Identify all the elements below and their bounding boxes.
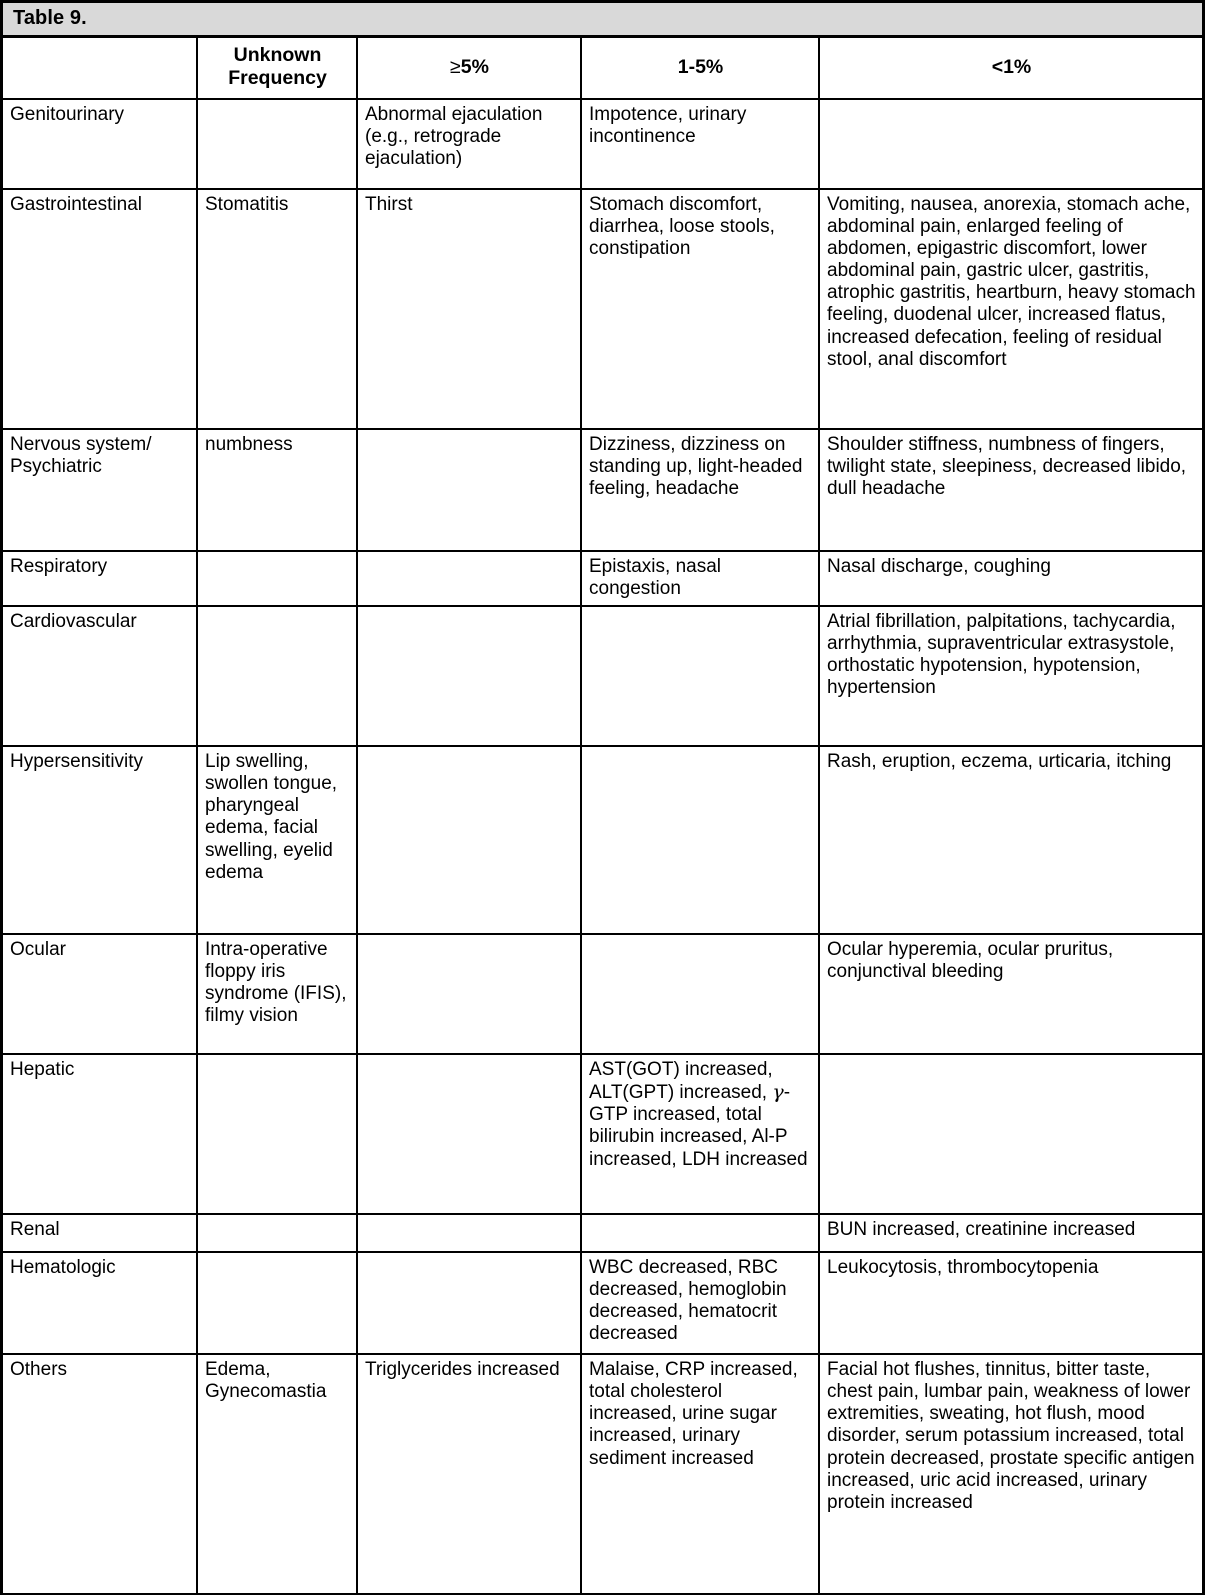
header-cell-ge-5-percent <box>357 38 581 99</box>
cell-one_to_five <box>581 1214 819 1252</box>
header-cell-1-to-5-percent: 1-5% <box>581 38 819 99</box>
cell-one_to_five <box>581 1252 819 1354</box>
table-row <box>3 1252 1202 1354</box>
cell-text: Triglycerides increased <box>365 1359 560 1381</box>
cell-text: Malaise, CRP increased, total cholesterol increased, urine sugar increased, urinary sediment increased <box>589 1359 804 1469</box>
table-row <box>3 1354 1202 1594</box>
cell-ge5 <box>357 934 581 1054</box>
cell-one_to_five <box>581 99 819 189</box>
cell-ge5 <box>357 1252 581 1354</box>
cell-unknown <box>197 189 357 429</box>
cell-text: Lip swelling, swollen tongue, pharyngeal edema, facial swelling, eyelid edema <box>205 751 343 883</box>
cell-text: BUN increased, creatinine increased <box>827 1219 1136 1241</box>
table-row <box>3 1214 1202 1252</box>
cell-one_to_five <box>581 1054 819 1214</box>
cell-text: Renal <box>10 1219 60 1241</box>
table-row <box>3 189 1202 429</box>
cell-unknown <box>197 429 357 551</box>
cell-category <box>3 429 197 551</box>
cell-text: Impotence, urinary incontinence <box>589 103 752 147</box>
cell-ge5 <box>357 189 581 429</box>
cell-one_to_five <box>581 606 819 746</box>
cell-unknown <box>197 746 357 934</box>
cell-text: AST(GOT) increased, ALT(GPT) increased, γ-GTP increased, total bilirubin increased, Al-P increased, LDH increased <box>589 1059 808 1170</box>
cell-unknown <box>197 1054 357 1214</box>
cell-text: Atrial fibrillation, palpitations, tachycardia, arrhythmia, supraventricular extrasystole, orthostatic hypotension, hypotension, hypertension <box>827 611 1181 699</box>
cell-text: Facial hot flushes, tinnitus, bitter taste, chest pain, lumbar pain, weakness of lower extremities, sweating, hot flush, mood disorder, serum potassium increased, total protein decreased, prostate specific antigen increased, uric acid increased, urinary protein increased <box>827 1359 1200 1513</box>
table-row <box>3 99 1202 189</box>
table-body <box>3 99 1202 1594</box>
header-cell-category <box>3 38 197 99</box>
cell-category <box>3 606 197 746</box>
cell-unknown <box>197 1214 357 1252</box>
cell-category <box>3 1354 197 1594</box>
cell-text: Leukocytosis, thrombocytopenia <box>827 1257 1099 1279</box>
cell-text: Ocular hyperemia, ocular pruritus, conjunctival bleeding <box>827 939 1119 983</box>
cell-text: Vomiting, nausea, anorexia, stomach ache, abdominal pain, enlarged feeling of abdomen, epigastric discomfort, lower abdominal pain, gastric ulcer, gastritis, atrophic gastritis, heartburn, heavy stomach feeling, duodenal ulcer, increased flatus, increased defecation, feeling of residual stool, anal discomfort <box>827 193 1201 370</box>
cell-unknown <box>197 1252 357 1354</box>
cell-lt1 <box>819 934 1202 1054</box>
header-cell-unknown-frequency: Unknown Frequency <box>197 38 357 99</box>
cell-lt1 <box>819 189 1202 429</box>
cell-category <box>3 189 197 429</box>
table-row <box>3 1054 1202 1214</box>
cell-unknown <box>197 1354 357 1594</box>
cell-text: Gastrointestinal <box>10 193 143 215</box>
cell-text: Others <box>10 1359 68 1381</box>
cell-lt1 <box>819 551 1202 606</box>
cell-lt1 <box>819 1054 1202 1214</box>
cell-category <box>3 1252 197 1354</box>
cell-unknown <box>197 606 357 746</box>
cell-text: Thirst <box>365 193 413 215</box>
cell-category <box>3 746 197 934</box>
cell-text: Hypersensitivity <box>10 751 144 773</box>
cell-ge5 <box>357 606 581 746</box>
cell-one_to_five <box>581 746 819 934</box>
cell-ge5 <box>357 746 581 934</box>
greater-equal-symbol: ≥ <box>450 55 461 78</box>
cell-lt1 <box>819 429 1202 551</box>
cell-text: Dizziness, dizziness on standing up, light-headed feeling, headache <box>589 433 808 500</box>
cell-text: Rash, eruption, eczema, urticaria, itching <box>827 751 1172 773</box>
cell-category <box>3 1054 197 1214</box>
cell-text: numbness <box>205 433 293 455</box>
table-row <box>3 934 1202 1054</box>
cell-text: Intra-operative floppy iris syndrome (IFIS), filmy vision <box>205 939 352 1027</box>
cell-one_to_five <box>581 551 819 606</box>
table-row <box>3 429 1202 551</box>
cell-one_to_five <box>581 189 819 429</box>
cell-lt1 <box>819 1252 1202 1354</box>
cell-ge5 <box>357 1054 581 1214</box>
table-row <box>3 551 1202 606</box>
header-ge5-value: 5% <box>460 55 489 78</box>
cell-one_to_five <box>581 429 819 551</box>
cell-ge5 <box>357 429 581 551</box>
cell-text: Hepatic <box>10 1059 75 1081</box>
cell-lt1 <box>819 1214 1202 1252</box>
cell-text: Cardiovascular <box>10 611 137 633</box>
cell-category <box>3 934 197 1054</box>
gamma-symbol: γ <box>772 1081 784 1104</box>
cell-text: Respiratory <box>10 555 108 577</box>
header-cell-lt-1-percent: <1% <box>819 38 1202 99</box>
cell-text: Stomach discomfort, diarrhea, loose stools, constipation <box>589 193 781 260</box>
cell-unknown <box>197 551 357 606</box>
cell-lt1 <box>819 606 1202 746</box>
cell-one_to_five <box>581 1354 819 1594</box>
cell-unknown <box>197 934 357 1054</box>
cell-one_to_five <box>581 934 819 1054</box>
cell-text: Ocular <box>10 939 66 961</box>
cell-text: Hematologic <box>10 1257 116 1279</box>
cell-text: Abnormal ejaculation (e.g., retrograde ejaculation) <box>365 103 548 170</box>
cell-text: Nervous system/ Psychiatric <box>10 433 157 477</box>
cell-ge5 <box>357 551 581 606</box>
cell-text: Nasal discharge, coughing <box>827 555 1051 577</box>
cell-category <box>3 99 197 189</box>
cell-lt1 <box>819 746 1202 934</box>
cell-lt1 <box>819 1354 1202 1594</box>
table-caption: Table 9. <box>3 3 1202 38</box>
cell-ge5 <box>357 1354 581 1594</box>
table-row <box>3 746 1202 934</box>
table-row <box>3 606 1202 746</box>
cell-text: WBC decreased, RBC decreased, hemoglobin decreased, hematocrit decreased <box>589 1257 792 1345</box>
cell-ge5 <box>357 99 581 189</box>
cell-text: Edema, Gynecomastia <box>205 1359 327 1403</box>
cell-text: Genitourinary <box>10 103 125 125</box>
cell-category <box>3 551 197 606</box>
cell-text: Epistaxis, nasal congestion <box>589 555 727 599</box>
cell-text: Shoulder stiffness, numbness of fingers, twilight state, sleepiness, decreased libido, dull headache <box>827 433 1192 500</box>
cell-category <box>3 1214 197 1252</box>
header-row <box>3 38 1202 99</box>
cell-lt1 <box>819 99 1202 189</box>
cell-unknown <box>197 99 357 189</box>
table-header <box>3 38 1202 99</box>
cell-ge5 <box>357 1214 581 1252</box>
cell-text: Stomatitis <box>205 193 289 215</box>
adverse-events-table <box>3 38 1202 1595</box>
